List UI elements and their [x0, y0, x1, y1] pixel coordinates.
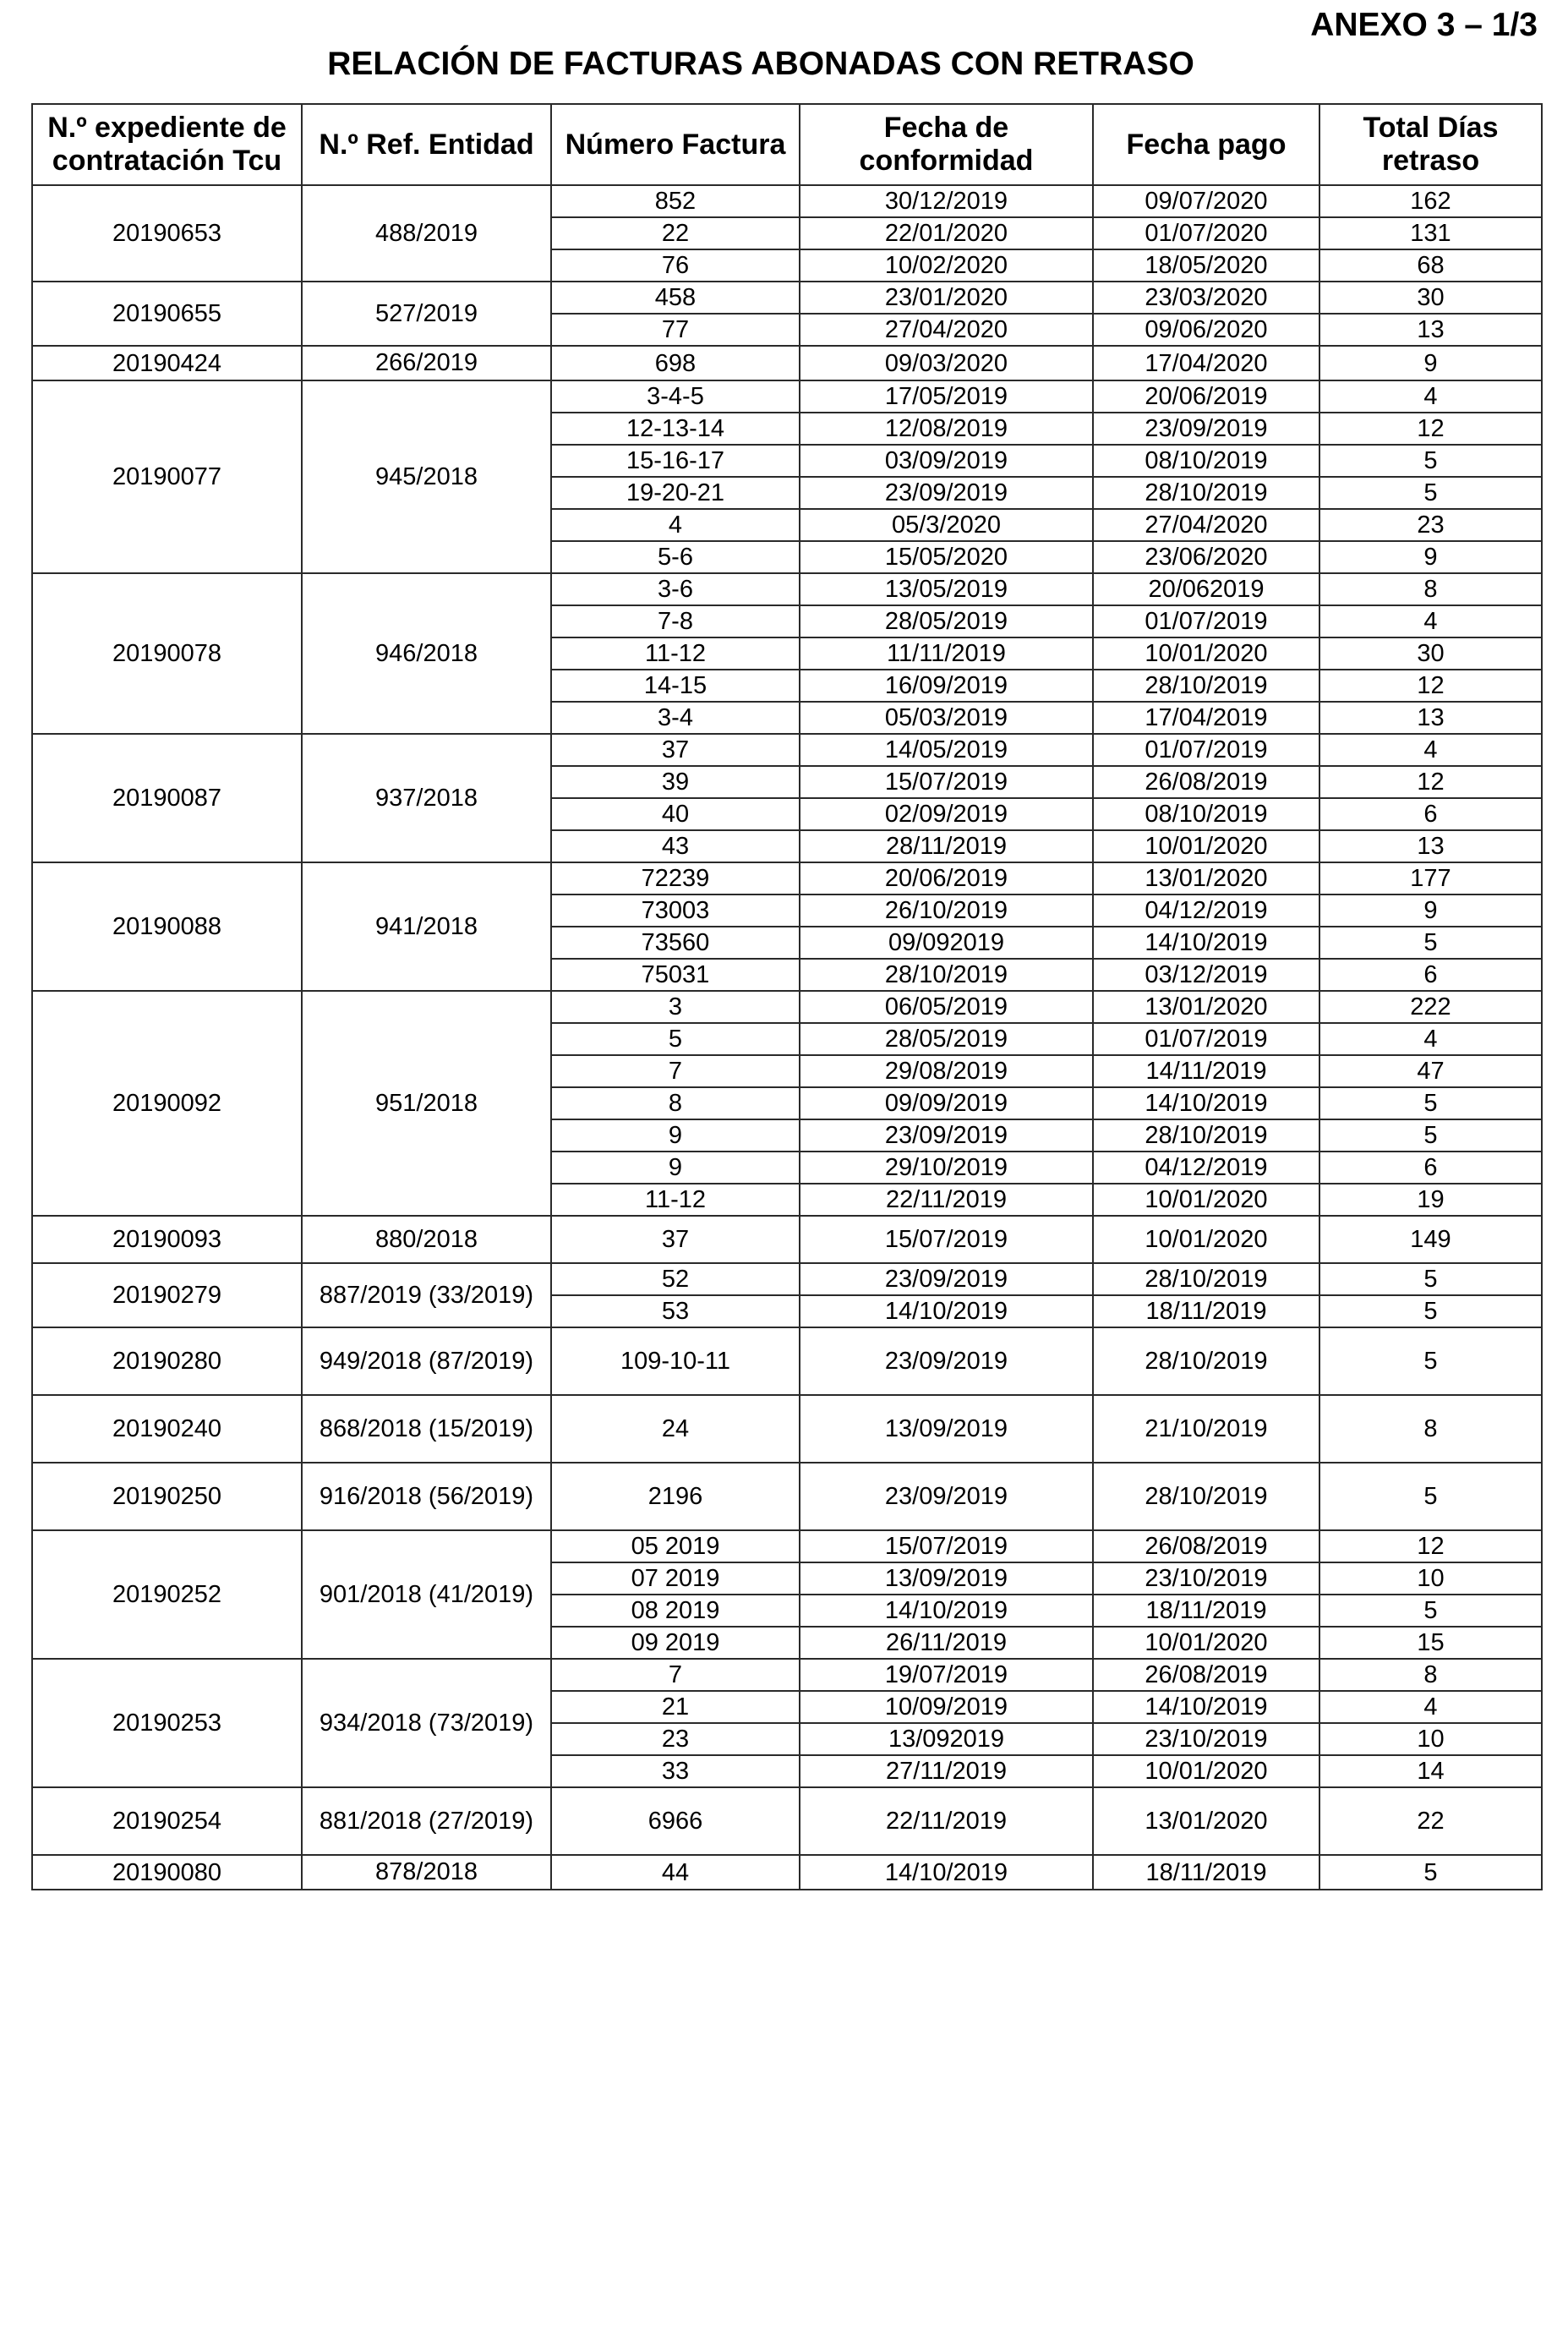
cell-dias: 5	[1319, 1327, 1542, 1395]
cell-ref	[302, 1395, 551, 1463]
cell-conformidad: 05/03/2019	[800, 702, 1093, 734]
table-row	[32, 734, 1542, 766]
cell-conformidad: 26/11/2019	[800, 1627, 1093, 1659]
cell-numero: 11-12	[551, 1184, 800, 1216]
cell-ref-text: 945/2018	[375, 462, 478, 490]
cell-numero: 37	[551, 1216, 800, 1263]
cell-dias: 9	[1319, 541, 1542, 573]
cell-conformidad: 29/10/2019	[800, 1152, 1093, 1184]
cell-dias: 22	[1319, 1787, 1542, 1855]
cell-pago: 17/04/2019	[1093, 702, 1319, 734]
cell-dias: 5	[1319, 445, 1542, 477]
cell-numero: 72239	[551, 862, 800, 894]
cell-pago: 18/11/2019	[1093, 1295, 1319, 1327]
header-expediente: N.º expediente de contratación Tcu	[32, 104, 302, 185]
table-row	[32, 1263, 1542, 1295]
cell-conformidad: 29/08/2019	[800, 1055, 1093, 1087]
cell-pago: 28/10/2019	[1093, 1327, 1319, 1395]
cell-expediente: 20190092	[32, 991, 302, 1216]
cell-dias: 30	[1319, 637, 1542, 670]
cell-pago: 28/10/2019	[1093, 1263, 1319, 1295]
cell-conformidad: 26/10/2019	[800, 894, 1093, 927]
table-row	[32, 1659, 1542, 1691]
cell-conformidad: 23/09/2019	[800, 477, 1093, 509]
cell-pago: 27/04/2020	[1093, 509, 1319, 541]
cell-pago: 01/07/2020	[1093, 217, 1319, 249]
cell-numero: 11-12	[551, 637, 800, 670]
table-row	[32, 380, 1542, 413]
cell-numero: 698	[551, 346, 800, 380]
cell-dias: 162	[1319, 185, 1542, 217]
table-row	[32, 991, 1542, 1023]
cell-numero: 21	[551, 1691, 800, 1723]
cell-numero: 4	[551, 509, 800, 541]
cell-conformidad: 28/05/2019	[800, 1023, 1093, 1055]
cell-numero: 7	[551, 1055, 800, 1087]
cell-ref	[302, 1787, 551, 1855]
cell-numero: 7-8	[551, 605, 800, 637]
cell-numero: 12-13-14	[551, 413, 800, 445]
cell-conformidad: 28/10/2019	[800, 959, 1093, 991]
cell-dias: 14	[1319, 1755, 1542, 1787]
cell-dias: 30	[1319, 282, 1542, 314]
cell-numero: 05 2019	[551, 1530, 800, 1562]
cell-conformidad: 23/09/2019	[800, 1119, 1093, 1152]
cell-conformidad: 28/05/2019	[800, 605, 1093, 637]
header-conformidad: Fecha de conformidad	[800, 104, 1093, 185]
cell-pago: 14/10/2019	[1093, 927, 1319, 959]
cell-dias: 23	[1319, 509, 1542, 541]
cell-expediente: 20190254	[32, 1787, 302, 1855]
cell-numero: 77	[551, 314, 800, 346]
cell-conformidad: 09/092019	[800, 927, 1093, 959]
cell-pago: 10/01/2020	[1093, 637, 1319, 670]
cell-ref-text: 880/2018	[375, 1225, 478, 1253]
cell-dias: 47	[1319, 1055, 1542, 1087]
cell-numero: 458	[551, 282, 800, 314]
cell-dias: 5	[1319, 1855, 1542, 1890]
cell-ref-text: 916/2018 (56/2019)	[319, 1482, 534, 1510]
cell-conformidad: 15/07/2019	[800, 766, 1093, 798]
table-row	[32, 346, 1542, 380]
cell-conformidad: 14/05/2019	[800, 734, 1093, 766]
cell-dias: 8	[1319, 573, 1542, 605]
cell-ref	[302, 1463, 551, 1530]
cell-pago: 26/08/2019	[1093, 1530, 1319, 1562]
cell-dias: 13	[1319, 314, 1542, 346]
cell-dias: 13	[1319, 830, 1542, 862]
cell-dias: 13	[1319, 702, 1542, 734]
page-title: RELACIÓN DE FACTURAS ABONADAS CON RETRASO	[327, 46, 1194, 82]
cell-pago: 13/01/2020	[1093, 862, 1319, 894]
cell-pago: 23/10/2019	[1093, 1562, 1319, 1595]
cell-conformidad: 03/09/2019	[800, 445, 1093, 477]
cell-pago: 23/09/2019	[1093, 413, 1319, 445]
cell-conformidad: 06/05/2019	[800, 991, 1093, 1023]
table-row	[32, 1216, 1542, 1263]
cell-expediente: 20190077	[32, 380, 302, 573]
cell-conformidad: 23/09/2019	[800, 1463, 1093, 1530]
cell-ref-text: 946/2018	[375, 639, 478, 667]
cell-dias: 12	[1319, 1530, 1542, 1562]
cell-pago: 03/12/2019	[1093, 959, 1319, 991]
cell-numero: 40	[551, 798, 800, 830]
cell-dias: 5	[1319, 1295, 1542, 1327]
cell-conformidad: 02/09/2019	[800, 798, 1093, 830]
cell-pago: 10/01/2020	[1093, 1184, 1319, 1216]
cell-conformidad: 28/11/2019	[800, 830, 1093, 862]
cell-dias: 9	[1319, 894, 1542, 927]
table-row	[32, 1855, 1542, 1890]
cell-ref	[302, 1216, 551, 1263]
cell-dias: 6	[1319, 959, 1542, 991]
cell-conformidad: 23/09/2019	[800, 1263, 1093, 1295]
cell-conformidad: 27/11/2019	[800, 1755, 1093, 1787]
cell-dias: 9	[1319, 346, 1542, 380]
cell-ref	[302, 346, 551, 380]
cell-ref	[302, 1327, 551, 1395]
cell-ref-text: 949/2018 (87/2019)	[319, 1347, 534, 1375]
cell-numero: 33	[551, 1755, 800, 1787]
cell-pago: 20/062019	[1093, 573, 1319, 605]
cell-dias: 4	[1319, 1023, 1542, 1055]
table-row	[32, 1327, 1542, 1395]
cell-conformidad: 16/09/2019	[800, 670, 1093, 702]
cell-pago: 28/10/2019	[1093, 670, 1319, 702]
cell-dias: 12	[1319, 766, 1542, 798]
cell-pago: 28/10/2019	[1093, 477, 1319, 509]
cell-dias: 4	[1319, 1691, 1542, 1723]
cell-ref-text: 878/2018	[375, 1858, 478, 1885]
cell-expediente: 20190655	[32, 282, 302, 346]
cell-ref	[302, 1530, 551, 1659]
cell-conformidad: 23/01/2020	[800, 282, 1093, 314]
cell-pago: 14/10/2019	[1093, 1087, 1319, 1119]
cell-conformidad: 20/06/2019	[800, 862, 1093, 894]
cell-conformidad: 27/04/2020	[800, 314, 1093, 346]
cell-pago: 04/12/2019	[1093, 1152, 1319, 1184]
cell-dias: 19	[1319, 1184, 1542, 1216]
cell-expediente: 20190280	[32, 1327, 302, 1395]
cell-numero: 09 2019	[551, 1627, 800, 1659]
cell-conformidad: 13/09/2019	[800, 1395, 1093, 1463]
cell-dias: 5	[1319, 1263, 1542, 1295]
cell-numero: 3	[551, 991, 800, 1023]
cell-dias: 4	[1319, 380, 1542, 413]
cell-numero: 7	[551, 1659, 800, 1691]
cell-dias: 5	[1319, 1119, 1542, 1152]
cell-numero: 9	[551, 1152, 800, 1184]
cell-pago: 28/10/2019	[1093, 1119, 1319, 1152]
cell-ref	[302, 282, 551, 346]
cell-conformidad: 15/05/2020	[800, 541, 1093, 573]
header-numero: Número Factura	[551, 104, 800, 185]
cell-conformidad: 17/05/2019	[800, 380, 1093, 413]
cell-dias: 15	[1319, 1627, 1542, 1659]
cell-pago: 09/06/2020	[1093, 314, 1319, 346]
table-row	[32, 573, 1542, 605]
cell-ref	[302, 734, 551, 862]
cell-pago: 18/05/2020	[1093, 249, 1319, 282]
cell-expediente: 20190250	[32, 1463, 302, 1530]
cell-conformidad: 12/08/2019	[800, 413, 1093, 445]
cell-numero: 24	[551, 1395, 800, 1463]
cell-expediente: 20190078	[32, 573, 302, 734]
cell-pago: 10/01/2020	[1093, 830, 1319, 862]
cell-conformidad: 13/09/2019	[800, 1562, 1093, 1595]
cell-pago: 18/11/2019	[1093, 1595, 1319, 1627]
cell-ref-text: 527/2019	[375, 299, 478, 327]
cell-ref-text: 488/2019	[375, 219, 478, 247]
cell-pago: 21/10/2019	[1093, 1395, 1319, 1463]
cell-dias: 5	[1319, 1595, 1542, 1627]
cell-ref	[302, 185, 551, 282]
cell-numero: 852	[551, 185, 800, 217]
cell-conformidad: 22/11/2019	[800, 1787, 1093, 1855]
header-pago: Fecha pago	[1093, 104, 1319, 185]
cell-expediente: 20190240	[32, 1395, 302, 1463]
cell-pago: 23/06/2020	[1093, 541, 1319, 573]
cell-dias: 8	[1319, 1395, 1542, 1463]
cell-pago: 20/06/2019	[1093, 380, 1319, 413]
cell-conformidad: 09/03/2020	[800, 346, 1093, 380]
cell-numero: 37	[551, 734, 800, 766]
cell-numero: 73003	[551, 894, 800, 927]
cell-pago: 08/10/2019	[1093, 798, 1319, 830]
cell-numero: 5-6	[551, 541, 800, 573]
cell-pago: 10/01/2020	[1093, 1755, 1319, 1787]
cell-pago: 13/01/2020	[1093, 991, 1319, 1023]
cell-pago: 17/04/2020	[1093, 346, 1319, 380]
cell-numero: 07 2019	[551, 1562, 800, 1595]
cell-ref-text: 951/2018	[375, 1089, 478, 1117]
cell-numero: 2196	[551, 1463, 800, 1530]
cell-dias: 12	[1319, 670, 1542, 702]
cell-numero: 109-10-11	[551, 1327, 800, 1395]
cell-numero: 23	[551, 1723, 800, 1755]
cell-numero: 22	[551, 217, 800, 249]
header-dias: Total Días retraso	[1319, 104, 1542, 185]
cell-numero: 3-6	[551, 573, 800, 605]
cell-dias: 5	[1319, 1463, 1542, 1530]
cell-conformidad: 14/10/2019	[800, 1595, 1093, 1627]
cell-dias: 10	[1319, 1562, 1542, 1595]
cell-pago: 26/08/2019	[1093, 766, 1319, 798]
cell-numero: 15-16-17	[551, 445, 800, 477]
cell-expediente: 20190653	[32, 185, 302, 282]
cell-numero: 8	[551, 1087, 800, 1119]
cell-ref	[302, 1659, 551, 1787]
cell-numero: 76	[551, 249, 800, 282]
invoice-table	[31, 103, 1543, 1890]
annex-label: ANEXO 3 – 1/3	[1310, 7, 1538, 43]
cell-pago: 08/10/2019	[1093, 445, 1319, 477]
cell-dias: 4	[1319, 605, 1542, 637]
cell-ref-text: 934/2018 (73/2019)	[319, 1709, 534, 1737]
cell-dias: 177	[1319, 862, 1542, 894]
cell-ref	[302, 862, 551, 991]
cell-ref	[302, 1263, 551, 1327]
cell-numero: 52	[551, 1263, 800, 1295]
cell-numero: 44	[551, 1855, 800, 1890]
cell-expediente: 20190080	[32, 1855, 302, 1890]
cell-dias: 68	[1319, 249, 1542, 282]
cell-conformidad: 22/01/2020	[800, 217, 1093, 249]
cell-dias: 10	[1319, 1723, 1542, 1755]
cell-ref-text: 937/2018	[375, 784, 478, 812]
cell-conformidad: 22/11/2019	[800, 1184, 1093, 1216]
cell-dias: 5	[1319, 927, 1542, 959]
cell-ref-text: 901/2018 (41/2019)	[319, 1580, 534, 1608]
table-row	[32, 1787, 1542, 1855]
cell-dias: 6	[1319, 798, 1542, 830]
cell-expediente: 20190252	[32, 1530, 302, 1659]
table-body	[32, 185, 1542, 1890]
cell-pago: 10/01/2020	[1093, 1216, 1319, 1263]
table-row	[32, 862, 1542, 894]
table-row	[32, 1463, 1542, 1530]
cell-numero: 73560	[551, 927, 800, 959]
cell-expediente: 20190088	[32, 862, 302, 991]
cell-conformidad: 10/02/2020	[800, 249, 1093, 282]
cell-dias: 131	[1319, 217, 1542, 249]
cell-pago: 14/11/2019	[1093, 1055, 1319, 1087]
cell-expediente: 20190253	[32, 1659, 302, 1787]
cell-expediente: 20190424	[32, 346, 302, 380]
cell-pago: 23/10/2019	[1093, 1723, 1319, 1755]
cell-dias: 8	[1319, 1659, 1542, 1691]
cell-pago: 04/12/2019	[1093, 894, 1319, 927]
cell-ref	[302, 991, 551, 1216]
table-row	[32, 1530, 1542, 1562]
cell-dias: 222	[1319, 991, 1542, 1023]
cell-expediente: 20190087	[32, 734, 302, 862]
header-ref: N.º Ref. Entidad	[302, 104, 551, 185]
cell-pago: 01/07/2019	[1093, 1023, 1319, 1055]
cell-dias: 5	[1319, 1087, 1542, 1119]
cell-numero: 6966	[551, 1787, 800, 1855]
cell-conformidad: 30/12/2019	[800, 185, 1093, 217]
cell-numero: 08 2019	[551, 1595, 800, 1627]
cell-expediente: 20190279	[32, 1263, 302, 1327]
cell-pago: 18/11/2019	[1093, 1855, 1319, 1890]
cell-ref-text: 941/2018	[375, 912, 478, 940]
cell-pago: 13/01/2020	[1093, 1787, 1319, 1855]
cell-conformidad: 23/09/2019	[800, 1327, 1093, 1395]
cell-conformidad: 13/05/2019	[800, 573, 1093, 605]
cell-dias: 5	[1319, 477, 1542, 509]
cell-numero: 75031	[551, 959, 800, 991]
cell-numero: 53	[551, 1295, 800, 1327]
cell-pago: 23/03/2020	[1093, 282, 1319, 314]
cell-numero: 39	[551, 766, 800, 798]
cell-ref-text: 887/2019 (33/2019)	[319, 1281, 534, 1309]
cell-pago: 01/07/2019	[1093, 734, 1319, 766]
cell-numero: 5	[551, 1023, 800, 1055]
cell-conformidad: 14/10/2019	[800, 1295, 1093, 1327]
table-row	[32, 282, 1542, 314]
cell-ref	[302, 1855, 551, 1890]
cell-conformidad: 15/07/2019	[800, 1530, 1093, 1562]
cell-pago: 26/08/2019	[1093, 1659, 1319, 1691]
cell-ref	[302, 573, 551, 734]
cell-dias: 4	[1319, 734, 1542, 766]
cell-ref-text: 266/2019	[375, 349, 478, 376]
cell-pago: 28/10/2019	[1093, 1463, 1319, 1530]
cell-conformidad: 11/11/2019	[800, 637, 1093, 670]
cell-numero: 9	[551, 1119, 800, 1152]
cell-pago: 14/10/2019	[1093, 1691, 1319, 1723]
cell-pago: 01/07/2019	[1093, 605, 1319, 637]
cell-numero: 43	[551, 830, 800, 862]
cell-ref-text: 868/2018 (15/2019)	[319, 1414, 534, 1442]
cell-pago: 09/07/2020	[1093, 185, 1319, 217]
cell-conformidad: 13/092019	[800, 1723, 1093, 1755]
cell-conformidad: 14/10/2019	[800, 1855, 1093, 1890]
cell-ref	[302, 380, 551, 573]
table-row	[32, 185, 1542, 217]
header-row	[32, 104, 1542, 185]
cell-dias: 149	[1319, 1216, 1542, 1263]
table-row	[32, 1395, 1542, 1463]
cell-conformidad: 09/09/2019	[800, 1087, 1093, 1119]
cell-conformidad: 05/3/2020	[800, 509, 1093, 541]
cell-conformidad: 10/09/2019	[800, 1691, 1093, 1723]
cell-expediente: 20190093	[32, 1216, 302, 1263]
cell-numero: 3-4	[551, 702, 800, 734]
cell-numero: 19-20-21	[551, 477, 800, 509]
cell-dias: 12	[1319, 413, 1542, 445]
cell-dias: 6	[1319, 1152, 1542, 1184]
cell-pago: 10/01/2020	[1093, 1627, 1319, 1659]
cell-numero: 14-15	[551, 670, 800, 702]
cell-ref-text: 881/2018 (27/2019)	[319, 1807, 534, 1835]
cell-conformidad: 15/07/2019	[800, 1216, 1093, 1263]
cell-numero: 3-4-5	[551, 380, 800, 413]
cell-conformidad: 19/07/2019	[800, 1659, 1093, 1691]
